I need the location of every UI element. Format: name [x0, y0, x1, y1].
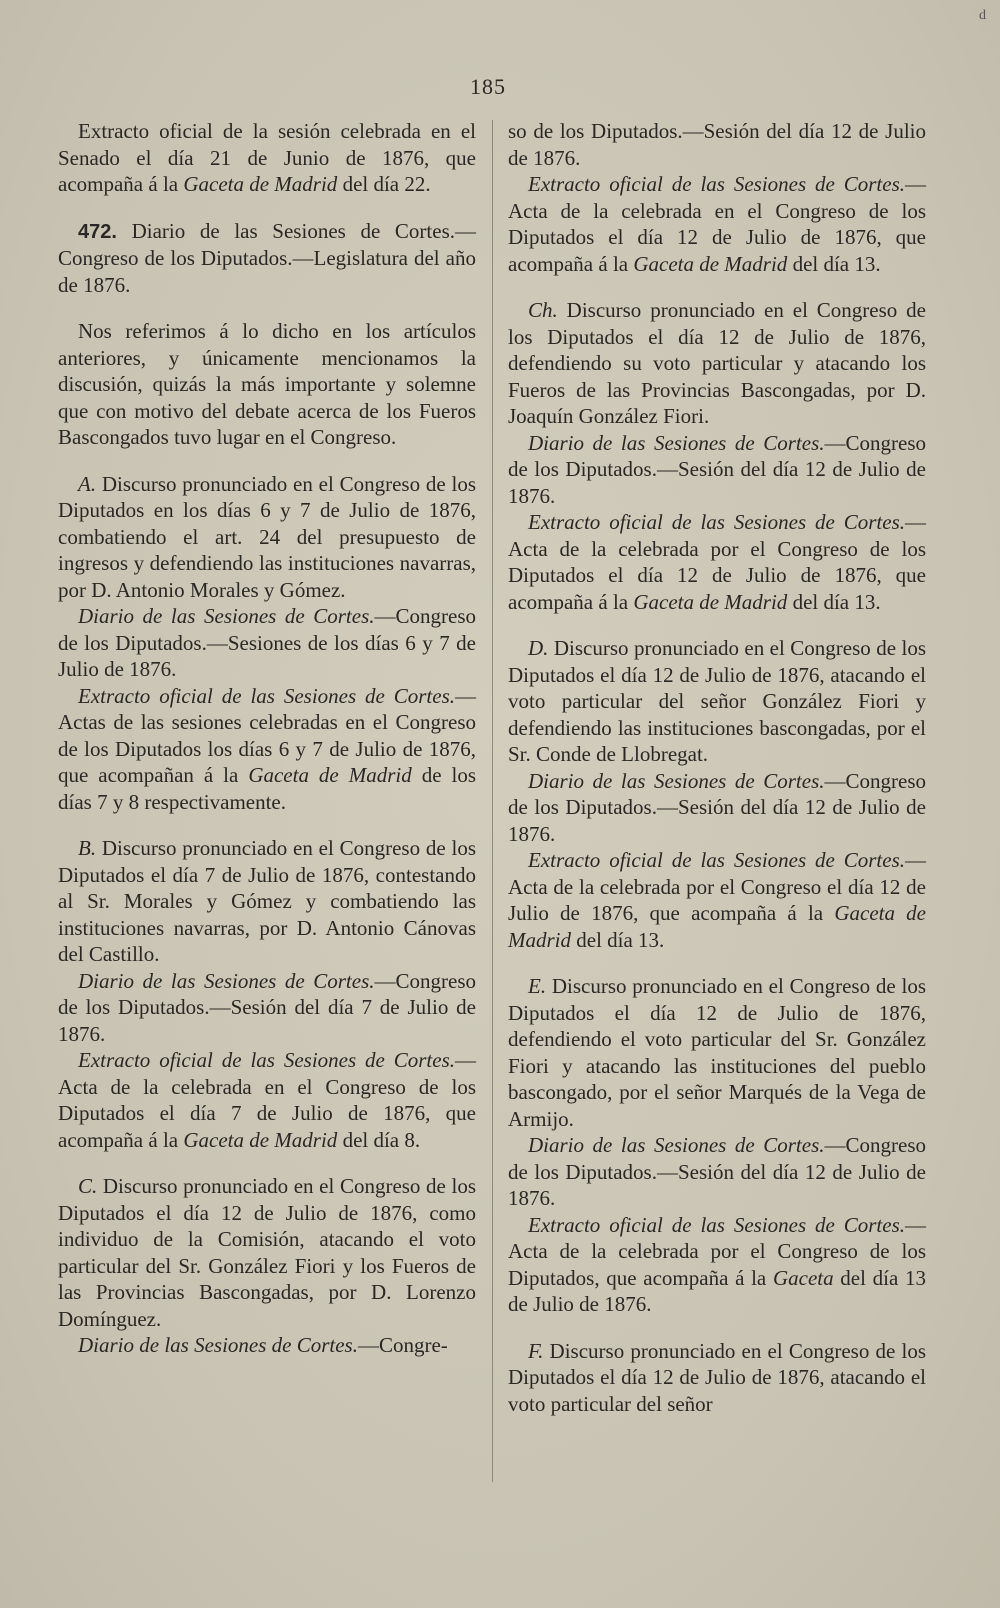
item-ch-extracto — [508, 509, 926, 615]
text: —Congreso de los Diputados.—Sesiones de los días 6 y 7 de Julio de 1876. — [58, 604, 476, 681]
text: del día 13. — [787, 251, 881, 276]
item-a — [58, 471, 476, 604]
extracto-title: Extracto oficial de las Sesiones de Cortes. — [528, 510, 905, 534]
column-divider — [492, 120, 493, 1482]
gaceta-title: Gaceta de Madrid — [508, 901, 927, 952]
item-c — [58, 1173, 476, 1332]
item-text: Discurso pronunciado en el Congreso de los Diputados el día 12 de Julio de 1876, defendiendo el voto particular del Sr. González Fiori y atacando las instituciones del pueblo bascongado, por el señor Marqués de la Vega de Armijo. — [508, 974, 926, 1131]
item-text: Discurso pronunciado en el Congreso de los Diputados el día 7 de Julio de 1876, contestando al Sr. Morales y Gómez y combatiendo las instituciones navarras, por D. Antonio Cánovas del Castillo. — [58, 836, 476, 966]
text: —Congreso de los Diputados.—Sesión del día 12 de Julio de 1876. — [508, 1133, 926, 1210]
extracto-title: Extracto oficial de las Sesiones de Cortes. — [78, 683, 455, 708]
corner-mark: d — [979, 8, 986, 23]
text: —Congreso de los Diputados.—Sesión del día 7 de Julio de 1876. — [58, 968, 476, 1046]
diario-title: Diario de las Sesiones de Cortes. — [528, 430, 825, 455]
item-e-diario — [508, 1132, 926, 1212]
item-c-diario-continued: so de los Diputados.—Sesión del día 12 de Julio de 1876. — [508, 119, 926, 170]
text: —Actas de las sesiones celebradas en el Congreso de los Diputados los días 6 y 7 de Julio de 1876, que acompañan á la — [58, 683, 476, 787]
item-letter: F. — [528, 1338, 544, 1363]
item-f — [508, 1338, 926, 1418]
text: —Acta de la celebrada en el Congreso de los Diputados el día 12 de Julio de 1876, que acompaña á la — [508, 172, 926, 276]
item-d-extracto — [508, 847, 926, 953]
item-e-extracto — [508, 1212, 926, 1318]
paragraph-senado-extracto — [58, 118, 476, 198]
diario-title: Diario de las Sesiones de Cortes. — [528, 768, 825, 793]
item-a-diario — [58, 603, 476, 683]
item-letter: C. — [78, 1174, 98, 1198]
entry-472 — [58, 218, 476, 299]
extracto-title: Extracto oficial de las Sesiones de Cortes. — [528, 1212, 905, 1237]
gaceta-title: Gaceta de Madrid — [183, 172, 338, 196]
text: —Congreso de los Diputados.—Sesión del día 12 de Julio de 1876. — [508, 768, 926, 846]
extracto-title: Extracto oficial de las Sesiones de Cortes. — [78, 1048, 455, 1072]
item-d-diario — [508, 768, 926, 848]
item-text: Discurso pronunciado en el Congreso de los Diputados el día 12 de Julio de 1876, como individuo de la Comisión, atacando el voto particular del Sr. González Fiori y los Fueros de las Provincias Bascongadas, por D. Lorenzo Domínguez. — [58, 1174, 476, 1331]
item-letter: B. — [78, 836, 97, 860]
text: del día 13. — [787, 589, 881, 614]
text: del día 13 de Julio de 1876. — [508, 1265, 926, 1316]
item-ch-diario — [508, 430, 926, 510]
right-column — [508, 118, 926, 1417]
item-text: Discurso pronunciado en el Congreso de los Diputados el día 12 de Julio de 1876, defendiendo su voto particular y atacando los Fueros de las Provincias Bascongadas, por D. Joaquín González Fiori. — [508, 298, 926, 428]
gaceta-title: Gaceta — [772, 1265, 834, 1290]
text: —Acta de la celebrada por el Congreso de los Diputados el día 12 de Julio de 1876, que acompaña á la — [508, 510, 926, 614]
gaceta-title: Gaceta de Madrid — [633, 251, 788, 276]
extracto-title: Extracto oficial de las Sesiones de Cortes. — [528, 172, 905, 196]
item-ch — [508, 297, 926, 430]
item-c-extracto — [508, 171, 926, 277]
item-text: Discurso pronunciado en el Congreso de los Diputados el día 12 de Julio de 1876, atacando el voto particular del señor González Fiori y defendiendo las instituciones bascongadas, por el Sr. Conde de Llobregat. — [508, 636, 926, 766]
text: del día 13. — [571, 927, 665, 952]
text: de los días 7 y 8 respectivamente. — [58, 763, 477, 814]
extracto-title: Extracto oficial de las Sesiones de Cortes. — [528, 848, 905, 872]
item-letter: E. — [528, 974, 547, 998]
entry-number: 472. — [78, 220, 117, 243]
item-b — [58, 835, 476, 968]
text: del día 22. — [337, 172, 431, 196]
text: —Acta de la celebrada por el Congreso de los Diputados, que acompaña á la — [508, 1212, 926, 1290]
item-e — [508, 973, 926, 1132]
item-letter: A. — [78, 471, 97, 496]
item-d — [508, 635, 926, 768]
page-number: 185 — [470, 74, 506, 99]
gaceta-title: Gaceta de Madrid — [633, 589, 788, 614]
item-b-extracto — [58, 1047, 476, 1153]
paragraph-intro: Nos referimos á lo dicho en los artículos anteriores, y únicamente mencionamos la discusión, quizás la más importante y solemne que con motivo del debate acerca de los Fueros Bascongados tuvo lugar en el Congreso. — [58, 319, 476, 449]
text: —Acta de la celebrada por el Congreso el día 12 de Julio de 1876, que acompaña á la — [508, 848, 926, 925]
item-c-diario — [58, 1332, 476, 1359]
item-b-diario — [58, 968, 476, 1048]
gaceta-title: Gaceta de Madrid — [183, 1127, 338, 1152]
diario-title: Diario de las Sesiones de Cortes. — [78, 604, 375, 628]
left-column — [58, 118, 476, 1359]
text: del día 8. — [337, 1127, 421, 1152]
diario-title: Diario de las Sesiones de Cortes. — [78, 1333, 358, 1357]
gaceta-title: Gaceta de Madrid — [248, 763, 412, 787]
item-text: Discurso pronunciado en el Congreso de los Diputados en los días 6 y 7 de Julio de 1876, combatiendo el art. 24 del presupuesto de ingresos y defendiendo las instituciones navarras, por D. Antonio Morales y Gómez. — [58, 471, 476, 602]
text: —Acta de la celebrada en el Congreso de los Diputados el día 7 de Julio de 1876, que acompaña á la — [58, 1048, 476, 1152]
text: —Congre- — [357, 1333, 448, 1357]
text: Extracto oficial de la sesión celebrada en el Senado el día 21 de Junio de 1876, que acompaña á la — [58, 119, 476, 196]
item-letter: Ch. — [528, 298, 558, 322]
item-letter: D. — [528, 636, 549, 660]
item-a-extracto — [58, 683, 476, 816]
item-text: Discurso pronunciado en el Congreso de los Diputados el día 12 de Julio de 1876, atacando el voto particular del señor — [508, 1338, 926, 1416]
diario-title: Diario de las Sesiones de Cortes. — [78, 968, 375, 993]
entry-title: Diario de las Sesiones de Cortes.—Congreso de los Diputados.—Legislatura del año de 1876. — [58, 218, 476, 297]
diario-title: Diario de las Sesiones de Cortes. — [528, 1133, 825, 1157]
text: —Congreso de los Diputados.—Sesión del día 12 de Julio de 1876. — [508, 430, 926, 508]
